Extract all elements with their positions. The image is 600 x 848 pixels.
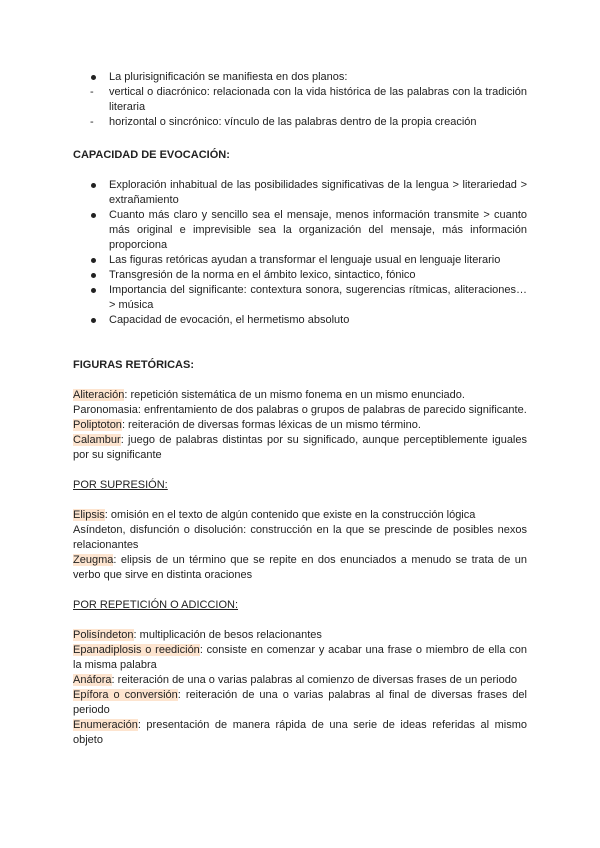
definition-paragraph: Paronomasia: enfrentamiento de dos palabras o grupos de palabras de parecido significante.: [73, 404, 527, 416]
definition-paragraph: Elipsis: omisión en el texto de algún contenido que existe en la construcción lógica: [73, 509, 476, 521]
list-item: Exploración inhabitual de las posibilidades significativas de la lengua > literariedad > extrañamiento: [73, 178, 527, 208]
intro-dash-list: [73, 85, 527, 130]
definition-paragraph: Calambur: juego de palabras distintas por su significado, aunque perceptiblemente iguales por su significante: [73, 434, 527, 461]
highlighted-term: Epanadiplosis o reedición: [73, 644, 200, 656]
definition-paragraph: Epanadiplosis o reedición: consiste en comenzar y acabar una frase o miembro de ella con la misma palabra: [73, 644, 527, 671]
repeticion-definitions: [73, 628, 527, 748]
definition-text: reiteración de una o varias palabras al comienzo de diversas frases de un periodo: [114, 674, 517, 686]
subsection-heading-supresion: POR SUPRESIÓN:: [73, 479, 168, 491]
definition-paragraph: Zeugma: elipsis de un término que se repite en dos enunciados a menudo se trata de un verbo que sirve en distinta oraciones: [73, 554, 527, 581]
term: Asíndeton, disfunción o disolución: [73, 524, 244, 536]
list-item: La plurisignificación se manifiesta en dos planos:: [73, 70, 527, 85]
definition-text: juego de palabras distintas por su significado, aunque perceptiblemente iguales por su significante: [73, 434, 527, 461]
definition-text: enfrentamiento de dos palabras o grupos de palabras de parecido significante.: [140, 404, 527, 416]
definition-text: consiste en comenzar y acabar una frase o miembro de ella con la misma palabra: [73, 644, 527, 671]
highlighted-term: Polisíndeton: [73, 629, 134, 641]
list-item: - vertical o diacrónico: relacionada con la vida histórica de las palabras con la tradición literaria: [73, 85, 527, 115]
highlighted-term: Epífora o conversión: [73, 689, 178, 701]
definition-paragraph: Enumeración: presentación de manera rápida de una serie de ideas referidas al mismo objeto: [73, 719, 527, 746]
highlighted-term: Calambur: [73, 434, 121, 446]
definition-text: elipsis de un término que se repite en dos enunciados a menudo se trata de un verbo que sirve en distinta oraciones: [73, 554, 527, 581]
definition-text: multiplicación de besos relacionantes: [136, 629, 322, 641]
definition-paragraph: Asíndeton, disfunción o disolución: construcción en la que se prescinde de posibles nexos relacionantes: [73, 524, 527, 551]
definition-text: construcción en la que se prescinde de posibles nexos relacionantes: [73, 524, 527, 551]
highlighted-term: Zeugma: [73, 554, 114, 566]
highlighted-term: Anáfora: [73, 674, 112, 686]
definition-paragraph: Polisíndeton: multiplicación de besos relacionantes: [73, 629, 322, 641]
definition-paragraph: Poliptoton: reiteración de diversas formas léxicas de un mismo término.: [73, 419, 421, 431]
highlighted-term: Poliptoton: [73, 419, 122, 431]
list-item: Transgresión de la norma en el ámbito lexico, sintactico, fónico: [73, 268, 527, 283]
list-item: - horizontal o sincrónico: vínculo de las palabras dentro de la propia creación: [73, 115, 527, 130]
definition-text: reiteración de diversas formas léxicas de un mismo término.: [125, 419, 421, 431]
list-item: Las figuras retóricas ayudan a transformar el lenguaje usual en lenguaje literario: [73, 253, 527, 268]
section-heading-figuras: FIGURAS RETÓRICAS:: [73, 359, 194, 371]
list-item: Cuanto más claro y sencillo sea el mensaje, menos información transmite > cuanto más original e imprevisible sea la organización del mensaje, más información proporciona: [73, 208, 527, 253]
definition-text: reiteración de una o varias palabras al final de diversas frases del periodo: [73, 689, 527, 716]
definition-text: repetición sistemática de un mismo fonema en un mismo enunciado.: [127, 389, 465, 401]
figuras-definitions: [73, 388, 527, 463]
section-heading-evocacion: CAPACIDAD DE EVOCACIÓN:: [73, 149, 230, 161]
definition-text: omisión en el texto de algún contenido que existe en la construcción lógica: [107, 509, 476, 521]
definition-text: presentación de manera rápida de una serie de ideas referidas al mismo objeto: [73, 719, 527, 746]
highlighted-term: Aliteración: [73, 389, 125, 401]
intro-bullet-list: [73, 70, 527, 85]
definition-paragraph: Anáfora: reiteración de una o varias palabras al comienzo de diversas frases de un periodo: [73, 674, 517, 686]
list-item: Importancia del significante: contextura sonora, sugerencias rítmicas, aliteraciones…> música: [73, 283, 527, 313]
list-item: Capacidad de evocación, el hermetismo absoluto: [73, 313, 527, 328]
definition-paragraph: Aliteración: repetición sistemática de un mismo fonema en un mismo enunciado.: [73, 389, 465, 401]
definition-paragraph: Epífora o conversión: reiteración de una o varias palabras al final de diversas frases del periodo: [73, 689, 527, 716]
evocacion-list: [73, 178, 527, 328]
highlighted-term: Elipsis: [73, 509, 105, 521]
term: Paronomasia: [73, 404, 138, 416]
highlighted-term: Enumeración: [73, 719, 138, 731]
subsection-heading-repeticion: POR REPETICIÓN O ADICCION:: [73, 599, 239, 611]
supresion-definitions: [73, 508, 527, 583]
